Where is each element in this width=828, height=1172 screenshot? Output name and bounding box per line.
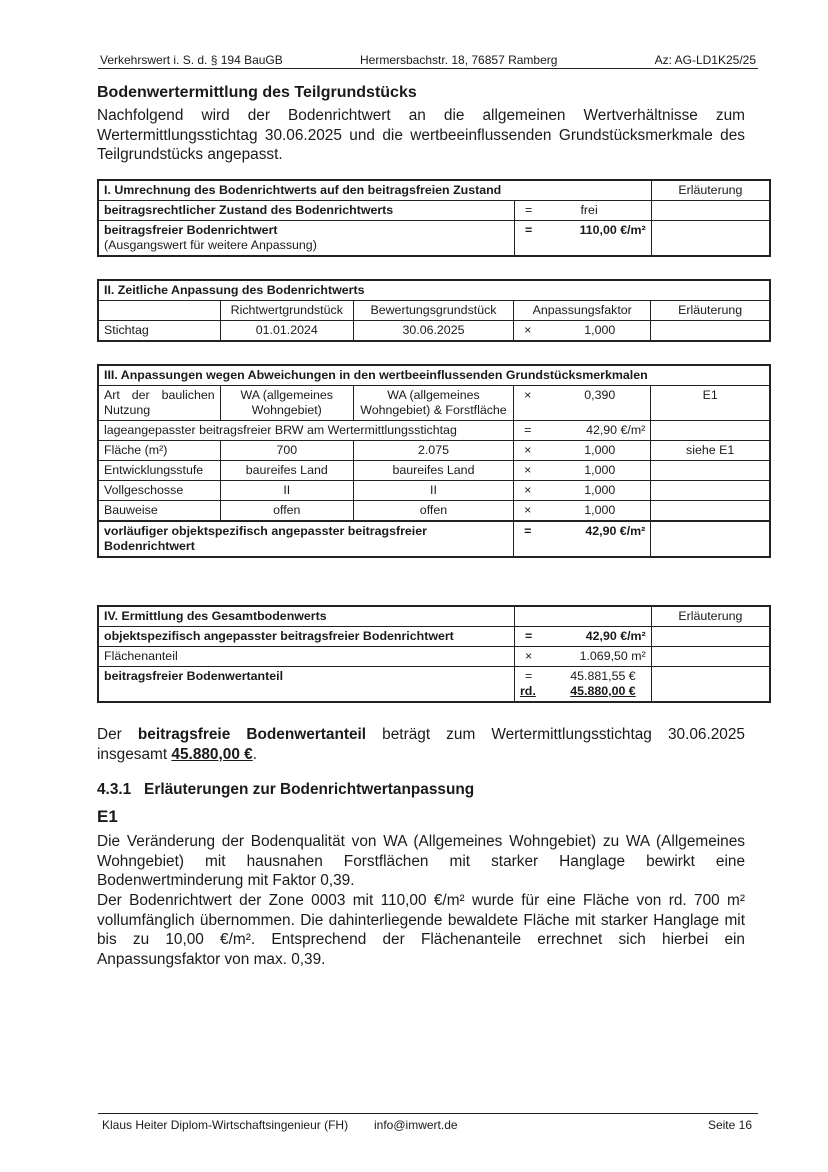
table4-r1-label: objektspezifisch angepasster beitragsfreier Bodenrichtwert xyxy=(98,627,514,647)
table3-final-label: vorläufiger objektspezifisch angepasster beitragsfreier Bodenrichtwert xyxy=(98,521,514,557)
table3-final-value-cell xyxy=(514,521,651,557)
table2-row-op: × xyxy=(524,323,532,337)
table3-entw-op: × xyxy=(524,463,532,477)
table3-flaeche-op: × xyxy=(524,443,532,457)
table1-row2-sub: (Ausgangswert für weitere Anpassung) xyxy=(104,238,317,252)
page-header xyxy=(98,52,758,69)
header-address: Hermersbachstr. 18, 76857 Ramberg xyxy=(360,53,558,67)
table3-nutzung-factor: 0,390 xyxy=(584,388,616,402)
footer-page-number: Seite 16 xyxy=(707,1118,752,1132)
table3-entw-label: Entwicklungsstufe xyxy=(98,461,220,481)
table-feature-adjustment xyxy=(97,364,771,558)
header-reference: Az: AG-LD1K25/25 xyxy=(654,53,756,67)
page-footer xyxy=(98,1113,758,1132)
intro-paragraph: Nachfolgend wird der Bodenrichtwert an die allgemeinen Wertverhältnisse zum Wertermittlungsstichtag 30.06.2025 und die wertbeeinflussenden Grundstücksmerkmale des Teilgrundstücks angepasst. xyxy=(97,107,745,163)
summary-paragraph xyxy=(97,725,745,764)
table2-row-factor-cell xyxy=(514,321,651,342)
table3-entw-factor-cell xyxy=(514,461,651,481)
table4-r1-op: = xyxy=(524,629,533,643)
table1-row2-label-cell xyxy=(98,221,514,257)
table4-r3-rd-op: rd. xyxy=(519,684,536,698)
table2-row-v1: 01.01.2024 xyxy=(220,321,353,342)
table4-r2-value: 1.069,50 m² xyxy=(579,649,646,663)
table1-explain-header: Erläuterung xyxy=(651,180,770,201)
table4-r3-label: beitragsfreier Bodenwertanteil xyxy=(98,667,514,703)
table3-lage-value-cell xyxy=(514,421,651,441)
table-total-land-value xyxy=(97,605,771,703)
table4-title-spacer xyxy=(514,606,651,627)
table3-bau-v2: offen xyxy=(353,501,513,522)
table3-lage-note xyxy=(651,421,770,441)
table2-row-factor: 1,000 xyxy=(584,323,616,337)
table1-row2-value: 110,00 €/m² xyxy=(579,223,646,237)
table3-final-value: 42,90 €/m² xyxy=(585,524,646,538)
table3-lage-op: = xyxy=(524,423,532,437)
table2-col3: Anpassungsfaktor xyxy=(514,301,651,321)
summary-pre: Der xyxy=(97,726,138,743)
table4-r3-value-cell xyxy=(514,667,651,703)
table1-row2-op: = xyxy=(524,223,533,237)
table3-title: III. Anpassungen wegen Abweichungen in den wertbeeinflussenden Grundstücksmerkmalen xyxy=(98,365,770,386)
table4-explain-header: Erläuterung xyxy=(651,606,770,627)
table4-r3-op: = xyxy=(524,669,533,683)
table2-col1: Richtwertgrundstück xyxy=(220,301,353,321)
table3-nutzung-v1: WA (allgemeines Wohngebiet) xyxy=(220,386,353,421)
table2-title: II. Zeitliche Anpassung des Bodenrichtwerts xyxy=(98,280,770,301)
table3-voll-note xyxy=(651,481,770,501)
table4-r1-value: 42,90 €/m² xyxy=(585,629,646,643)
footer-email: info@imwert.de xyxy=(374,1118,458,1132)
table3-voll-v2: II xyxy=(353,481,513,501)
table4-r3-note xyxy=(651,667,770,703)
table3-bau-op: × xyxy=(524,503,532,517)
table2-col2: Bewertungsgrundstück xyxy=(353,301,513,321)
table1-row2-value-cell xyxy=(514,221,651,257)
table2-col4: Erläuterung xyxy=(651,301,770,321)
table-time-adjustment xyxy=(97,279,771,342)
table1-row1-label: beitragsrechtlicher Zustand des Bodenrichtwerts xyxy=(98,201,514,221)
table3-flaeche-factor-cell xyxy=(514,441,651,461)
table2-row-v2: 30.06.2025 xyxy=(353,321,513,342)
table3-nutzung-op: × xyxy=(524,388,532,402)
subsection-heading: 4.3.1 Erläuterungen zur Bodenrichtwertanpassung xyxy=(97,781,475,798)
table4-r1-note xyxy=(651,627,770,647)
table4-r2-op: × xyxy=(524,649,533,663)
table3-nutzung-label: Art der baulichen Nutzung xyxy=(98,386,220,421)
footer-author: Klaus Heiter Diplom-Wirtschaftsingenieur (FH) xyxy=(102,1118,349,1132)
table4-r2-label: Flächenanteil xyxy=(98,647,514,667)
table3-lage-value: 42,90 €/m² xyxy=(586,423,646,437)
table3-bau-factor: 1,000 xyxy=(584,503,616,517)
table3-voll-factor: 1,000 xyxy=(584,483,616,497)
table3-flaeche-note: siehe E1 xyxy=(651,441,770,461)
table3-entw-v1: baureifes Land xyxy=(220,461,353,481)
table4-r2-value-cell xyxy=(514,647,651,667)
table4-title: IV. Ermittlung des Gesamtbodenwerts xyxy=(98,606,514,627)
table3-entw-v2: baureifes Land xyxy=(353,461,513,481)
e1-paragraph-1: Die Veränderung der Bodenqualität von WA (Allgemeines Wohngebiet) zu WA (Allgemeines Wohngebiet) mit hausnahen Forstflächen mit starker Hanglage bewirkt eine Bodenwertminderung mit Faktor 0,39. xyxy=(97,833,745,889)
table1-row1-value-cell xyxy=(514,201,651,221)
table3-nutzung-v2: WA (allgemeines Wohngebiet) & Forstfläche xyxy=(353,386,513,421)
e1-paragraph-2: Der Bodenrichtwert der Zone 0003 mit 110,00 €/m² wurde für eine Fläche von rd. 700 m² vollumfänglich übernommen. Die dahinterliegende bewaldete Fläche mit starker Hanglage mit bis zu 10,00 €/m². Entsprechend der Flächenanteile errechnet sich hierbei ein Anpassungsfaktor von max. 0,39. xyxy=(97,892,745,968)
table3-bau-label: Bauweise xyxy=(98,501,220,522)
table3-voll-v1: II xyxy=(220,481,353,501)
table2-row-label: Stichtag xyxy=(98,321,220,342)
table4-r1-value-cell xyxy=(514,627,651,647)
table3-flaeche-v2: 2.075 xyxy=(353,441,513,461)
table3-flaeche-v1: 700 xyxy=(220,441,353,461)
table3-bau-v1: offen xyxy=(220,501,353,522)
summary-mid: beträgt zum Wertermittlungsstichtag 30.06.2025 insgesamt xyxy=(97,726,745,763)
summary-bold: beitragsfreie Bodenwertanteil xyxy=(137,726,367,743)
summary-end: . xyxy=(252,745,258,763)
table-conversion xyxy=(97,179,771,257)
header-left: Verkehrswert i. S. d. § 194 BauGB xyxy=(100,53,283,67)
table3-voll-factor-cell xyxy=(514,481,651,501)
table2-corner xyxy=(98,301,220,321)
table3-entw-factor: 1,000 xyxy=(584,463,616,477)
table3-final-op: = xyxy=(524,524,532,538)
table3-final-note xyxy=(651,521,770,557)
section-title: Bodenwertermittlung des Teilgrundstücks xyxy=(97,84,417,101)
table3-lage-label: lageangepasster beitragsfreier BRW am Wertermittlungsstichtag xyxy=(98,421,514,441)
table3-nutzung-factor-cell xyxy=(514,386,651,421)
table1-row1-op: = xyxy=(524,203,533,217)
table3-bau-factor-cell xyxy=(514,501,651,522)
table1-row1-value: frei xyxy=(580,203,598,217)
table1-row2-note xyxy=(651,221,770,257)
table1-row2-label: beitragsfreier Bodenrichtwert xyxy=(104,223,278,237)
table4-r3-rd-value: 45.880,00 € xyxy=(570,684,636,698)
table3-bau-note xyxy=(651,501,770,522)
e1-heading: E1 xyxy=(97,807,118,826)
table1-row1-note xyxy=(651,201,770,221)
table1-title: I. Umrechnung des Bodenrichtwerts auf den beitragsfreien Zustand xyxy=(98,180,651,201)
table3-flaeche-label: Fläche (m²) xyxy=(98,441,220,461)
table3-voll-label: Vollgeschosse xyxy=(98,481,220,501)
table3-voll-op: × xyxy=(524,483,532,497)
table3-entw-note xyxy=(651,461,770,481)
table3-flaeche-factor: 1,000 xyxy=(584,443,616,457)
table2-row-note xyxy=(651,321,770,342)
table3-nutzung-note: E1 xyxy=(651,386,770,421)
table4-r3-value: 45.881,55 € xyxy=(570,669,636,683)
table4-r2-note xyxy=(651,647,770,667)
summary-amount: 45.880,00 € xyxy=(171,745,253,763)
